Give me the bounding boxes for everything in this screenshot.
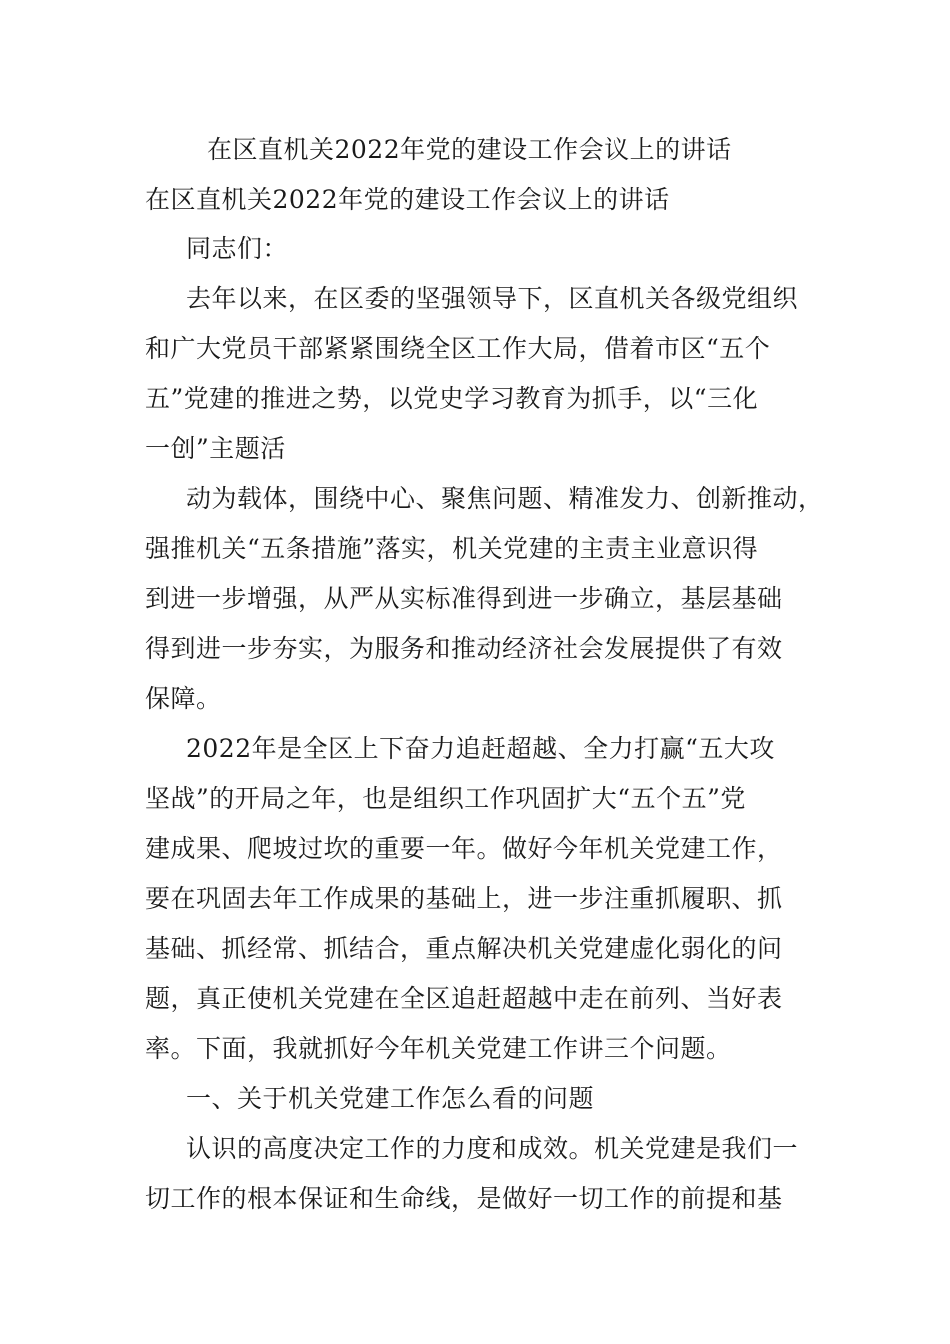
text-line: 保障。 — [145, 684, 222, 713]
text-line: 得到进一步夯实，为服务和推动经济社会发展提供了有效 — [145, 634, 783, 663]
text-line: 去年以来，在区委的坚强领导下，区直机关各级党组织 — [186, 284, 799, 313]
text-line: 率。下面，我就抓好今年机关党建工作讲三个问题。 — [145, 1034, 732, 1063]
text-line: 要在巩固去年工作成果的基础上，进一步注重抓履职、抓 — [145, 884, 783, 913]
text-line: 动为载体，围绕中心、聚焦问题、精准发力、创新推动， — [186, 484, 824, 513]
salutation: 同志们： — [186, 234, 289, 263]
text-line: 和广大党员干部紧紧围绕全区工作大局，借着市区“五个 — [145, 334, 771, 363]
text-line: 五”党建的推进之势，以党史学习教育为抓手，以“三化 — [145, 384, 759, 413]
text-line: 强推机关“五条措施”落实，机关党建的主责主业意识得 — [145, 534, 759, 563]
text-line: 切工作的根本保证和生命线，是做好一切工作的前提和基 — [145, 1184, 783, 1213]
text-line: 一创”主题活 — [145, 434, 286, 463]
text-line: 建成果、爬坡过坎的重要一年。做好今年机关党建工作， — [145, 834, 783, 863]
document-title: 在区直机关2022年党的建设工作会议上的讲话 — [207, 135, 732, 164]
document-subtitle: 在区直机关2022年党的建设工作会议上的讲话 — [145, 185, 670, 214]
text-line: 2022年是全区上下奋力追赶超越、全力打赢“五大攻 — [186, 734, 775, 763]
text-line: 认识的高度决定工作的力度和成效。机关党建是我们一 — [186, 1134, 799, 1163]
text-line: 基础、抓经常、抓结合，重点解决机关党建虚化弱化的问 — [145, 934, 783, 963]
section-heading: 一、关于机关党建工作怎么看的问题 — [186, 1084, 595, 1113]
text-line: 题，真正使机关党建在全区追赶超越中走在前列、当好表 — [145, 984, 783, 1013]
text-line: 坚战”的开局之年，也是组织工作巩固扩大“五个五”党 — [145, 784, 746, 813]
text-line: 到进一步增强，从严从实标准得到进一步确立，基层基础 — [145, 584, 783, 613]
